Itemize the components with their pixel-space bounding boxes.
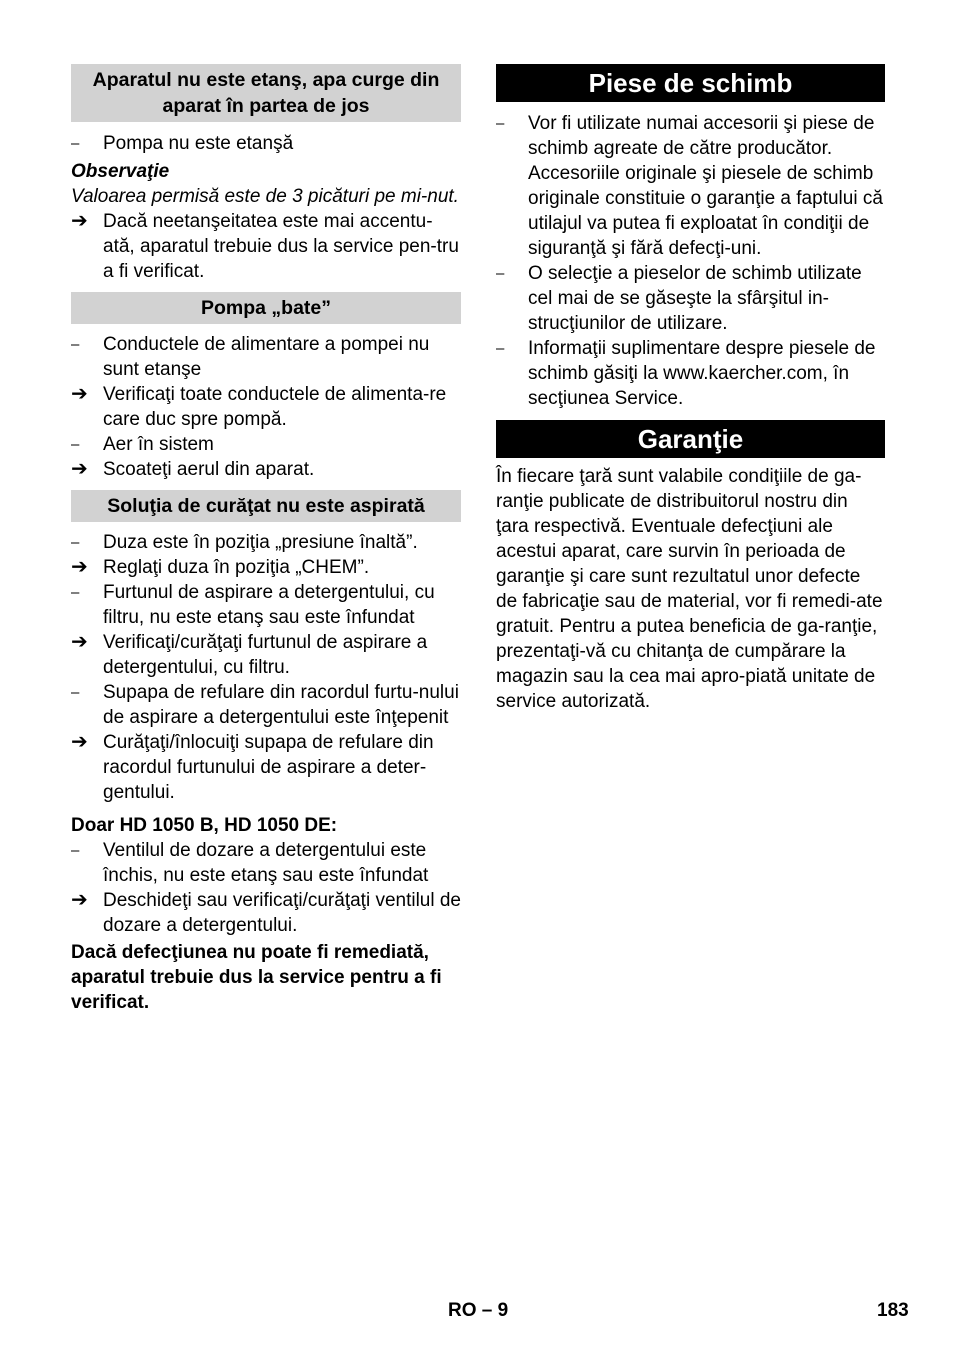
cause-item [71, 432, 461, 457]
pump-list [71, 332, 461, 482]
action-item [71, 630, 461, 680]
page-number: 183 [877, 1300, 909, 1321]
dash-marker: – [71, 336, 80, 353]
action-item [71, 209, 461, 284]
final-note: Dacă defecţiunea nu poate fi remediată, aparatul trebuie dus la service pentru a fi verificat. [71, 942, 442, 1013]
solution-list [71, 530, 461, 805]
item-text: Duza este în poziţia „presiune înaltă”. [103, 532, 418, 553]
cause-item [496, 336, 885, 411]
item-text: O selecţie a pieselor de schimb utilizate cel mai de se găseşte la sfârşitul in-strucţiunilor de utilizare. [528, 263, 862, 334]
dash-marker: – [71, 684, 80, 701]
item-text: Furtunul de aspirare a detergentului, cu filtru, nu este etanş sau este înfundat [103, 582, 435, 628]
cause-item [496, 261, 885, 336]
action-item [71, 457, 461, 482]
arrow-right-icon: ➔ [71, 631, 88, 653]
item-text: Scoateţi aerul din aparat. [103, 459, 315, 480]
cause-item [71, 680, 461, 730]
action-item [71, 382, 461, 432]
cause-item [71, 332, 461, 382]
only-models-list [71, 838, 461, 938]
item-text: Informaţii suplimentare despre piesele de schimb găsiţi la www.kaercher.com, în secţiunea Service. [528, 338, 876, 409]
heading-pump: Pompa „bate” [71, 292, 461, 324]
arrow-right-icon: ➔ [71, 210, 88, 232]
parts-list [496, 111, 885, 411]
only-models-title: Doar HD 1050 B, HD 1050 DE: [71, 815, 338, 836]
heading-parts: Piese de schimb [496, 64, 885, 102]
cause-item [71, 580, 461, 630]
heading-solution: Soluţia de curăţat nu este aspirată [71, 490, 461, 522]
item-text: Curăţaţi/înlocuiţi supapa de refulare din racordul furtunului de aspirare a deter-gentului. [103, 732, 434, 803]
dash-marker: – [496, 115, 505, 132]
footer-section: RO – 9 [448, 1300, 509, 1321]
item-text: Ventilul de dozare a detergentului este închis, nu este etanş sau este înfundat [103, 840, 429, 886]
cause-item [71, 530, 461, 555]
dash-marker: – [496, 340, 505, 357]
item-text: Verificaţi/curăţaţi furtunul de aspirare a detergentului, cu filtru. [103, 632, 428, 678]
heading-warranty: Garanţie [496, 420, 885, 458]
dash-marker: – [496, 265, 505, 282]
arrow-right-icon: ➔ [71, 383, 88, 405]
left-column [71, 64, 461, 1015]
dash-marker: – [71, 842, 80, 859]
item-text: Supapa de refulare din racordul furtu-nului de aspirare a detergentului este înţepenit [103, 682, 459, 728]
arrow-right-icon: ➔ [71, 889, 88, 911]
item-text: Aer în sistem [103, 434, 214, 455]
note-text: Valoarea permisă este de 3 picături pe mi-nut. [71, 186, 459, 207]
item-text: Conductele de alimentare a pompei nu sunt etanşe [103, 334, 430, 380]
dash-marker: – [71, 135, 80, 152]
item-text: Vor fi utilizate numai accesorii şi piese de schimb agreate de către producător. Accesoriile originale şi piesele de schimb originale constituie o garanţie a faptului că utilajul va putea fi exploatat în condiţii de siguranţă şi fără defecţi-uni. [528, 113, 883, 259]
cause-item [71, 131, 461, 156]
arrow-right-icon: ➔ [71, 458, 88, 480]
warranty-text: În fiecare ţară sunt valabile condiţiile de ga-ranţie publicate de distribuitorul nostru din ţara respectivă. Eventuale defecţiuni ale acestui aparat, care survin în perioada de garanţie şi care sunt rezultatul unor defecte de fabricaţie sau de material, vor fi remedi-ate gratuit. Pentru a putea beneficia de ga-ranţie, prezentaţi-vă cu chitanţa de cumpărare la magazin sau la cea mai apro-piată unitate de service autorizată. [496, 466, 883, 712]
item-text: Dacă neetanşeitatea este mai accentu-ată, aparatul trebuie dus la service pen-tru a fi verificat. [103, 211, 459, 282]
item-text: Verificaţi toate conductele de alimenta-re care duc spre pompă. [103, 384, 447, 430]
arrow-right-icon: ➔ [71, 731, 88, 753]
heading-leak: Aparatul nu este etanş, apa curge din aparat în partea de jos [71, 64, 461, 122]
leak-list-2 [71, 209, 461, 284]
item-text: Pompa nu este etanşă [103, 133, 294, 154]
right-column [496, 64, 885, 714]
action-item [71, 888, 461, 938]
cause-item [496, 111, 885, 261]
action-item [71, 730, 461, 805]
action-item [71, 555, 461, 580]
dash-marker: – [71, 436, 80, 453]
cause-item [71, 838, 461, 888]
dash-marker: – [71, 584, 80, 601]
leak-list [71, 131, 461, 156]
dash-marker: – [71, 534, 80, 551]
item-text: Deschideţi sau verificaţi/curăţaţi ventilul de dozare a detergentului. [103, 890, 462, 936]
arrow-right-icon: ➔ [71, 556, 88, 578]
note-title: Observaţie [71, 161, 170, 182]
item-text: Reglaţi duza în poziţia „CHEM”. [103, 557, 370, 578]
